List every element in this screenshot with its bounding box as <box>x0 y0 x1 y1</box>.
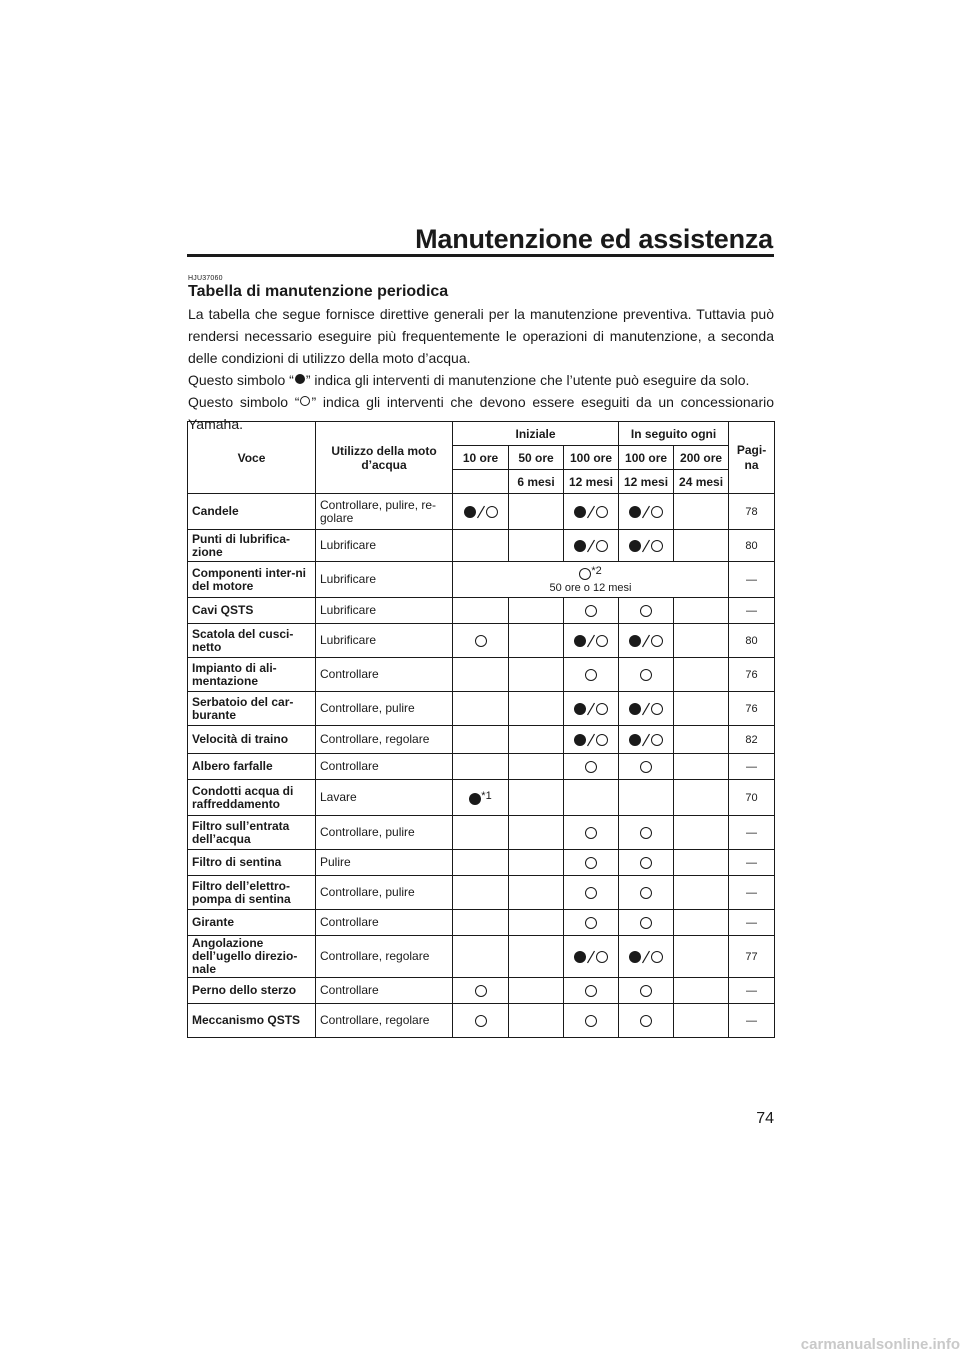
section-title: Tabella di manutenzione periodica <box>188 283 449 300</box>
table-row <box>188 624 775 658</box>
interval-cell <box>509 850 564 876</box>
interval-text: 50 ore o 12 mesi <box>549 582 632 594</box>
row-page-ref: — <box>729 754 775 780</box>
hollow-circle-icon <box>651 951 663 963</box>
row-page-ref: — <box>729 598 775 624</box>
hollow-circle-icon <box>651 506 663 518</box>
hollow-circle-icon <box>596 540 608 552</box>
row-page-ref: 76 <box>729 658 775 692</box>
slash-separator-icon <box>586 539 596 553</box>
interval-cell <box>619 978 674 1004</box>
hollow-circle-icon <box>475 985 487 997</box>
interval-cell <box>564 658 619 692</box>
hollow-circle-icon <box>585 857 597 869</box>
interval-cell <box>564 598 619 624</box>
row-item-name: Velocità di traino <box>188 726 316 754</box>
page-title: Manutenzione ed assistenza <box>415 224 773 254</box>
slash-separator-icon <box>586 505 596 519</box>
row-usage: Lubrificare <box>316 624 453 658</box>
slash-separator-icon <box>586 702 596 716</box>
header-100-ore: 100 ore <box>619 446 674 470</box>
interval-cell <box>674 936 729 978</box>
filled-circle-icon <box>574 540 586 552</box>
row-page-ref: 80 <box>729 530 775 562</box>
filled-circle-icon <box>629 506 641 518</box>
slash-separator-icon <box>641 539 651 553</box>
row-page-ref: 78 <box>729 494 775 530</box>
row-item-name: Girante <box>188 910 316 936</box>
row-usage: Controllare <box>316 910 453 936</box>
table-row <box>188 692 775 726</box>
interval-cell <box>564 726 619 754</box>
interval-cell <box>509 726 564 754</box>
header-50-ore: 50 ore <box>509 446 564 470</box>
table-row <box>188 658 775 692</box>
interval-cell <box>564 530 619 562</box>
filled-circle-icon <box>295 374 305 384</box>
interval-cell <box>509 780 564 816</box>
table-row <box>188 876 775 910</box>
interval-cell <box>674 850 729 876</box>
interval-cell <box>619 936 674 978</box>
interval-cell <box>619 598 674 624</box>
interval-cell <box>619 692 674 726</box>
table-row <box>188 562 775 598</box>
interval-cell <box>674 780 729 816</box>
interval-cell <box>509 692 564 726</box>
row-usage: Lubrificare <box>316 598 453 624</box>
row-item-name: Componenti inter-ni del motore <box>188 562 316 598</box>
hollow-circle-icon <box>486 506 498 518</box>
row-usage: Controllare, regolare <box>316 1004 453 1038</box>
interval-cell <box>453 850 509 876</box>
interval-cell <box>509 754 564 780</box>
interval-cell <box>453 624 509 658</box>
row-page-ref: 82 <box>729 726 775 754</box>
row-usage: Lavare <box>316 780 453 816</box>
interval-cell <box>619 494 674 530</box>
row-page-ref: — <box>729 876 775 910</box>
row-item-name: Impianto di ali-mentazione <box>188 658 316 692</box>
interval-cell <box>453 754 509 780</box>
header-utilizzo: Utilizzo della moto d’acqua <box>316 422 453 494</box>
header-voce: Voce <box>188 422 316 494</box>
interval-cell <box>674 910 729 936</box>
section-code: HJU37060 <box>188 275 223 282</box>
interval-cell <box>674 978 729 1004</box>
row-item-name: Cavi QSTS <box>188 598 316 624</box>
row-page-ref: — <box>729 1004 775 1038</box>
hollow-circle-icon <box>579 568 591 580</box>
interval-cell <box>564 780 619 816</box>
filled-circle-icon <box>629 635 641 647</box>
row-usage: Controllare, pulire <box>316 876 453 910</box>
interval-cell <box>453 936 509 978</box>
hollow-circle-icon <box>640 761 652 773</box>
hollow-circle-icon <box>475 1015 487 1027</box>
row-page-ref: — <box>729 816 775 850</box>
filled-circle-icon <box>629 734 641 746</box>
hollow-circle-icon <box>585 985 597 997</box>
interval-cell <box>564 876 619 910</box>
slash-separator-icon <box>641 950 651 964</box>
interval-cell <box>619 850 674 876</box>
hollow-circle-icon <box>596 951 608 963</box>
hollow-circle-icon <box>640 669 652 681</box>
row-page-ref: 77 <box>729 936 775 978</box>
row-item-name: Angolazione dell’ugello direzio-nale <box>188 936 316 978</box>
interval-cell <box>453 494 509 530</box>
header-empty <box>453 470 509 494</box>
row-item-name: Scatola del cusci-netto <box>188 624 316 658</box>
filled-symbol-note: Questo simbolo “ ” indica gli interventi di manutenzione che l’utente può eseguire da solo. <box>188 372 750 388</box>
interval-cell <box>674 530 729 562</box>
interval-cell <box>453 816 509 850</box>
interval-cell <box>619 780 674 816</box>
table-body <box>188 494 775 1038</box>
filled-circle-icon <box>574 951 586 963</box>
row-usage: Lubrificare <box>316 530 453 562</box>
interval-cell <box>453 876 509 910</box>
interval-cell <box>619 816 674 850</box>
interval-cell <box>564 936 619 978</box>
row-item-name: Filtro sull’entrata dell’acqua <box>188 816 316 850</box>
intro-paragraph: La tabella che segue fornisce direttive generali per la manutenzione preventiva. Tuttavia può rendersi necessario eseguire più frequentemente le operazioni di manutenzione, a seconda delle condizioni di utilizzo della moto d’acqua. <box>188 306 774 366</box>
hollow-circle-icon <box>585 1015 597 1027</box>
header-6-mesi: 6 mesi <box>509 470 564 494</box>
row-page-ref: — <box>729 978 775 1004</box>
row-page-ref: — <box>729 562 775 598</box>
interval-cell <box>453 978 509 1004</box>
hollow-circle-icon <box>640 605 652 617</box>
hollow-circle-icon <box>640 887 652 899</box>
header-12-mesi: 12 mesi <box>619 470 674 494</box>
interval-cell <box>619 530 674 562</box>
slash-separator-icon <box>641 702 651 716</box>
page-number: 74 <box>756 1110 774 1127</box>
row-interval-span <box>453 562 729 598</box>
header-100-ore-initial: 100 ore <box>564 446 619 470</box>
hollow-circle-icon <box>585 887 597 899</box>
slash-separator-icon <box>641 634 651 648</box>
row-usage: Lubrificare <box>316 562 453 598</box>
row-usage: Pulire <box>316 850 453 876</box>
interval-cell <box>453 692 509 726</box>
interval-cell <box>674 726 729 754</box>
maintenance-table <box>187 421 775 1038</box>
footnote-ref: *1 <box>481 790 492 802</box>
interval-cell <box>453 726 509 754</box>
interval-cell <box>509 598 564 624</box>
hollow-circle-icon <box>596 635 608 647</box>
table-row <box>188 850 775 876</box>
table-row <box>188 910 775 936</box>
header-iniziale: Iniziale <box>453 422 619 446</box>
row-page-ref: 70 <box>729 780 775 816</box>
hollow-circle-icon <box>651 635 663 647</box>
hollow-circle-icon <box>640 827 652 839</box>
interval-cell <box>674 598 729 624</box>
row-item-name: Candele <box>188 494 316 530</box>
interval-cell <box>509 530 564 562</box>
interval-cell <box>509 876 564 910</box>
interval-cell <box>453 1004 509 1038</box>
filled-circle-icon <box>574 703 586 715</box>
interval-cell <box>453 780 509 816</box>
interval-cell <box>674 876 729 910</box>
table-row <box>188 726 775 754</box>
hollow-circle-icon <box>640 917 652 929</box>
row-item-name: Serbatoio del car-burante <box>188 692 316 726</box>
filled-circle-icon <box>629 951 641 963</box>
header-pagina: Pagi-na <box>729 422 775 494</box>
row-usage: Controllare, pulire, re-golare <box>316 494 453 530</box>
interval-cell <box>509 936 564 978</box>
row-usage: Controllare <box>316 658 453 692</box>
row-item-name: Filtro dell’elettro-pompa di sentina <box>188 876 316 910</box>
interval-cell <box>674 816 729 850</box>
hollow-circle-icon <box>651 734 663 746</box>
interval-cell <box>564 978 619 1004</box>
footnote-ref: *2 <box>591 565 602 577</box>
watermark: carmanualsonline.info <box>800 1336 960 1353</box>
row-item-name: Condotti acqua di raffreddamento <box>188 780 316 816</box>
table-row <box>188 1004 775 1038</box>
header-200-ore: 200 ore <box>674 446 729 470</box>
row-item-name: Albero farfalle <box>188 754 316 780</box>
row-usage: Controllare, regolare <box>316 936 453 978</box>
row-page-ref: — <box>729 850 775 876</box>
interval-cell <box>509 624 564 658</box>
row-page-ref: 80 <box>729 624 775 658</box>
interval-cell <box>674 624 729 658</box>
interval-cell <box>674 1004 729 1038</box>
interval-cell <box>453 530 509 562</box>
row-page-ref: — <box>729 910 775 936</box>
row-page-ref: 76 <box>729 692 775 726</box>
hollow-circle-icon <box>585 761 597 773</box>
interval-cell <box>564 850 619 876</box>
table-row <box>188 530 775 562</box>
filled-circle-icon <box>574 635 586 647</box>
filled-circle-icon <box>629 703 641 715</box>
interval-cell <box>619 624 674 658</box>
hollow-circle-icon <box>640 857 652 869</box>
hollow-circle-icon <box>640 985 652 997</box>
interval-cell <box>453 658 509 692</box>
hollow-circle-icon <box>640 1015 652 1027</box>
table-row <box>188 816 775 850</box>
interval-cell <box>453 910 509 936</box>
table-row <box>188 598 775 624</box>
slash-separator-icon <box>586 950 596 964</box>
interval-cell <box>509 816 564 850</box>
interval-cell <box>619 910 674 936</box>
filled-circle-icon <box>629 540 641 552</box>
interval-cell <box>674 754 729 780</box>
row-item-name: Meccanismo QSTS <box>188 1004 316 1038</box>
hollow-circle-icon <box>596 506 608 518</box>
filled-circle-icon <box>464 506 476 518</box>
header-10-ore: 10 ore <box>453 446 509 470</box>
table-row <box>188 754 775 780</box>
table-row <box>188 936 775 978</box>
row-usage: Controllare, pulire <box>316 816 453 850</box>
slash-separator-icon <box>641 505 651 519</box>
interval-cell <box>619 1004 674 1038</box>
interval-cell <box>674 692 729 726</box>
slash-separator-icon <box>586 733 596 747</box>
hollow-circle-icon <box>585 669 597 681</box>
row-usage: Controllare, regolare <box>316 726 453 754</box>
interval-cell <box>674 658 729 692</box>
row-item-name: Punti di lubrifica-zione <box>188 530 316 562</box>
row-item-name: Filtro di sentina <box>188 850 316 876</box>
interval-cell <box>509 910 564 936</box>
interval-cell <box>564 1004 619 1038</box>
table-row <box>188 494 775 530</box>
hollow-circle-icon <box>585 605 597 617</box>
hollow-circle-icon <box>585 827 597 839</box>
hollow-symbol-note: Questo simbolo “ ” indica gli interventi che devono essere eseguiti da un concessionario Yamaha. <box>188 394 774 432</box>
interval-cell <box>564 494 619 530</box>
interval-cell <box>509 494 564 530</box>
filled-circle-icon <box>574 734 586 746</box>
title-rule <box>187 254 774 257</box>
interval-cell <box>619 754 674 780</box>
row-usage: Controllare, pulire <box>316 692 453 726</box>
hollow-circle-icon <box>300 396 310 406</box>
hollow-circle-icon <box>585 917 597 929</box>
table-row <box>188 978 775 1004</box>
filled-circle-icon <box>469 793 481 805</box>
intro-text <box>188 303 774 435</box>
hollow-circle-icon <box>596 734 608 746</box>
header-24-mesi: 24 mesi <box>674 470 729 494</box>
interval-cell <box>509 1004 564 1038</box>
slash-separator-icon <box>586 634 596 648</box>
interval-cell <box>509 978 564 1004</box>
slash-separator-icon <box>476 505 486 519</box>
table-row <box>188 780 775 816</box>
hollow-circle-icon <box>651 540 663 552</box>
interval-cell <box>619 726 674 754</box>
interval-cell <box>564 910 619 936</box>
interval-cell <box>674 494 729 530</box>
interval-cell <box>619 658 674 692</box>
header-in-seguito: In seguito ogni <box>619 422 729 446</box>
hollow-circle-icon <box>475 635 487 647</box>
interval-cell <box>509 658 564 692</box>
filled-circle-icon <box>574 506 586 518</box>
interval-cell <box>564 816 619 850</box>
interval-cell <box>564 624 619 658</box>
interval-cell <box>564 754 619 780</box>
header-12-mesi-initial: 12 mesi <box>564 470 619 494</box>
interval-cell <box>619 876 674 910</box>
interval-cell <box>564 692 619 726</box>
hollow-circle-icon <box>651 703 663 715</box>
hollow-circle-icon <box>596 703 608 715</box>
interval-cell <box>453 598 509 624</box>
row-usage: Controllare <box>316 754 453 780</box>
slash-separator-icon <box>641 733 651 747</box>
row-item-name: Perno dello sterzo <box>188 978 316 1004</box>
row-usage: Controllare <box>316 978 453 1004</box>
